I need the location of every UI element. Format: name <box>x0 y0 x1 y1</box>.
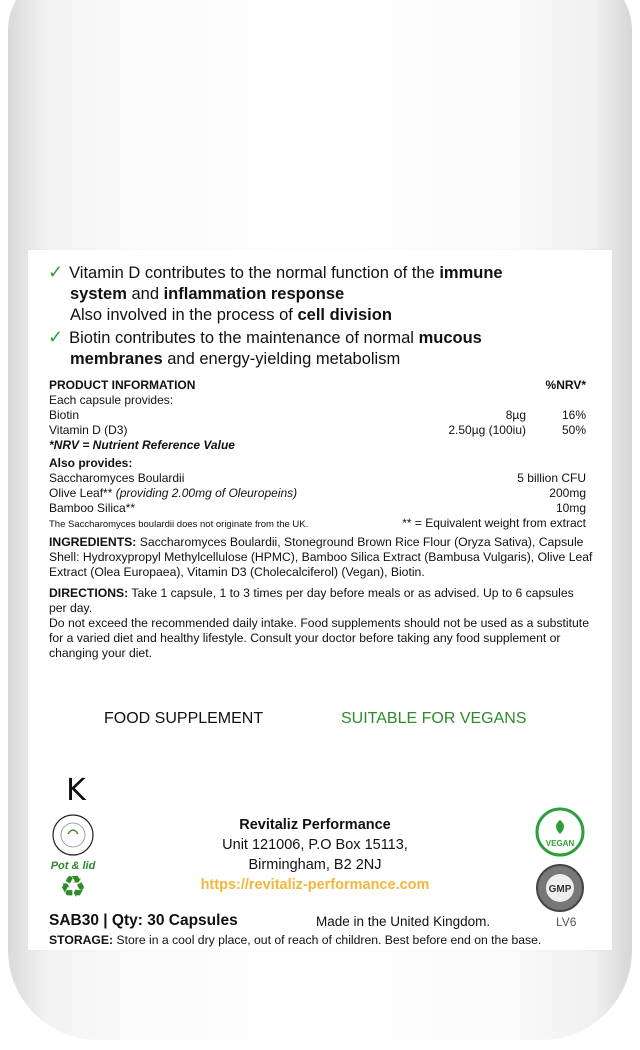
also-row: Olive Leaf** (providing 2.00mg of Oleuropeins) 200mg <box>49 486 586 500</box>
claim-biotin: ✓ Biotin contributes to the maintenance of normal mucous membranes and energy-yielding metabolism <box>48 327 482 368</box>
company-name: Revitaliz Performance <box>239 817 391 833</box>
svg-text:VEGAN: VEGAN <box>545 839 575 848</box>
kosher-logo-icon: K <box>66 772 86 808</box>
claim-vitamin-d: ✓ Vitamin D contributes to the normal function of the immune system and inflammation response Also involved in the process of cell division <box>48 262 503 324</box>
also-row: Bamboo Silica** 10mg <box>49 501 586 515</box>
nrv-note: *NRV = Nutrient Reference Value <box>49 438 235 452</box>
storage: STORAGE: Store in a cool dry place, out of reach of children. Best before end on the base. <box>49 933 542 947</box>
suitable-for-vegans: SUITABLE FOR VEGANS <box>341 710 527 727</box>
nutrient-row: Biotin 8µg 16% <box>49 408 586 422</box>
product-info-header: PRODUCT INFORMATION %NRV* <box>49 378 586 392</box>
checkmark-icon: ✓ <box>48 262 64 282</box>
made-in: Made in the United Kingdom. <box>316 914 491 929</box>
gmp-badge-icon <box>534 862 586 914</box>
each-capsule-line: Each capsule provides: <box>49 393 174 407</box>
company-url[interactable]: https://revitaliz-performance.com <box>200 877 430 893</box>
lv-code: LV6 <box>556 915 577 929</box>
recycle-icon: Pot & lid ♻ <box>50 860 96 904</box>
food-supplement: FOOD SUPPLEMENT <box>104 710 264 727</box>
nutrient-row: Vitamin D (D3) 2.50µg (100iu) 50% <box>49 423 586 437</box>
checkmark-icon: ✓ <box>48 327 64 347</box>
ingredients: INGREDIENTS: Saccharomyces Boulardii, Stoneground Brown Rice Flour (Oryza Sativa), Capsule Shell: Hydroxypropyl Methylcellulose (HPMC), Bamboo Silica Extract (Bambusa Vulgaris), Olive Leaf Extract (Olea Europaea), Vitamin D3 (Cholecalciferol) (Vegan), Biotin. <box>49 535 593 579</box>
sku-qty: SAB30 | Qty: 30 Capsules <box>49 912 238 929</box>
vegan-badge-icon <box>534 806 586 858</box>
footnotes: The Saccharomyces boulardii does not originate from the UK. ** = Equivalent weight from extract <box>49 516 586 530</box>
company-address-1: Unit 121006, P.O Box 15113, <box>222 837 408 853</box>
also-provides-heading: Also provides: <box>49 456 133 470</box>
svg-text:GMP: GMP <box>548 884 572 895</box>
company-address-2: Birmingham, B2 2NJ <box>248 857 382 873</box>
directions: DIRECTIONS: Take 1 capsule, 1 to 3 times per day before meals or as advised. Up to 6 capsules per day. <box>49 586 574 615</box>
also-row: Saccharomyces Boulardii 5 billion CFU <box>49 471 586 485</box>
warning-text: Do not exceed the recommended daily intake. Food supplements should not be used as a substitute for a varied diet and healthy lifestyle. Consult your doctor before taking any food supplement or changing your diet. <box>49 616 589 660</box>
halal-logo-icon <box>50 812 96 858</box>
